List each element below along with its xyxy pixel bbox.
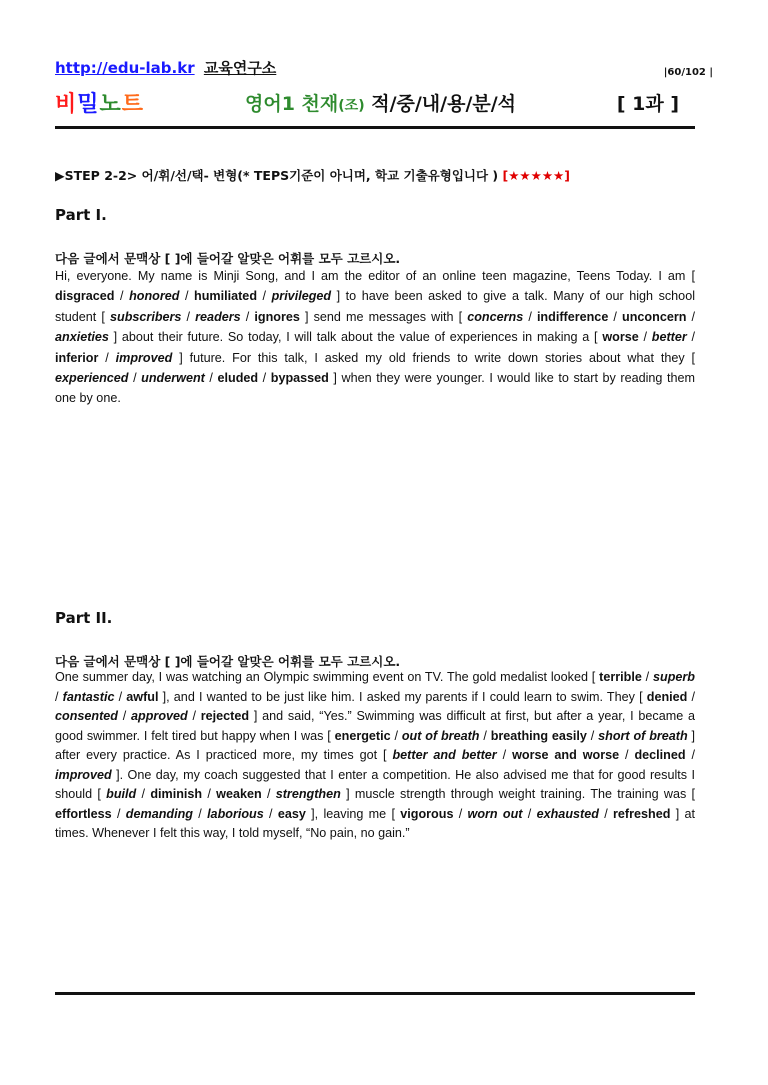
passage-text: / — [179, 289, 195, 304]
answer-option: ignores — [254, 309, 300, 324]
passage-text: / — [496, 748, 513, 762]
passage-text: / — [117, 709, 132, 723]
passage-text: ] to have been asked to give a talk. Many of our high school student [ — [55, 289, 695, 324]
passage-text: ] muscle strength through weight training. The training was [ — [340, 787, 696, 801]
answer-option: strengthen — [275, 787, 341, 801]
institute-name: 교육연구소 — [203, 59, 277, 77]
passage-text: ] about their future. So today, I will talk about the value of experiences in making a [ — [108, 330, 603, 345]
step-heading — [55, 166, 570, 184]
answer-option: bypassed — [270, 371, 329, 386]
publisher: (조) — [338, 98, 365, 114]
passage-text: / — [55, 689, 63, 704]
answer-option: concerns — [467, 309, 524, 324]
passage-text: ]. One day, my coach suggested that I enter a competition. He also advised me that for good results I should [ — [55, 767, 695, 801]
answer-option: subscribers — [110, 309, 182, 324]
answer-option: denied — [646, 689, 688, 704]
passage-text: / — [192, 806, 208, 821]
passage-text: ] and said, “Yes.” Swimming was difficult at first, but after a year, I became a good swimmer. I felt tired but happy when I was [ — [55, 709, 695, 743]
answer-option: readers — [195, 309, 241, 324]
passage-text: / — [111, 806, 126, 821]
answer-option: worse — [602, 330, 639, 345]
answer-option: exhausted — [536, 806, 599, 821]
answer-option: improved — [115, 350, 173, 365]
answer-option: better and better — [392, 748, 497, 762]
answer-option: unconcern — [622, 309, 687, 324]
passage-text: / — [598, 806, 613, 821]
answer-option: superb — [653, 670, 696, 684]
passage-text: / — [453, 806, 468, 821]
answer-option: improved — [55, 767, 112, 782]
lesson-label: [ 1과 ] — [616, 93, 679, 115]
answer-option: indifference — [536, 309, 609, 324]
passage-text: ], leaving me [ — [305, 806, 401, 821]
answer-option: disgraced — [55, 289, 115, 304]
answer-option: anxieties — [55, 330, 109, 345]
passage-text: / — [240, 309, 255, 324]
answer-option: worse and worse — [512, 748, 620, 762]
answer-option: consented — [55, 709, 118, 723]
answer-option: out of breath — [401, 728, 480, 743]
answer-option: diminish — [150, 787, 203, 801]
passage-text: / — [641, 670, 654, 684]
answer-option: privileged — [271, 289, 332, 304]
passage-text: / — [257, 289, 272, 304]
site-url-link[interactable]: http://edu-lab.kr — [55, 59, 195, 77]
answer-option: experienced — [55, 371, 129, 386]
answer-option: underwent — [141, 371, 205, 386]
answer-option: eluded — [217, 371, 259, 386]
passage-text: / — [98, 350, 116, 365]
answer-option: weaken — [216, 787, 262, 801]
passage-text: / — [619, 748, 635, 762]
footer-divider — [55, 992, 695, 995]
passage-text: / — [187, 709, 201, 723]
passage-text: One summer day, I was watching an Olympic swimming event on TV. The gold medalist looked [ — [55, 670, 600, 684]
passage-text: / — [390, 728, 402, 743]
passage-text: ] at times. Whenever I felt this way, I told myself, “No pain, no gain.” — [55, 806, 695, 840]
answer-option: better — [651, 330, 687, 345]
answer-option: honored — [129, 289, 180, 304]
answer-option: rejected — [200, 709, 250, 723]
brand-char: 트 — [121, 92, 145, 117]
passage-text: / — [114, 289, 130, 304]
passage-text: / — [685, 748, 696, 762]
answer-option: terrible — [599, 670, 642, 684]
passage-text: / — [687, 689, 696, 704]
answer-option: humiliated — [194, 289, 258, 304]
answer-option: approved — [131, 709, 188, 723]
answer-option: effortless — [55, 806, 112, 821]
header-divider — [55, 126, 695, 129]
brand-logo — [55, 87, 144, 118]
part-2-title: Part II. — [55, 609, 113, 627]
part-2-passage — [55, 668, 695, 844]
passage-text: ], and I wanted to be just like him. I asked my parents if I could learn to swim. They [ — [158, 689, 647, 704]
passage-text: / — [261, 787, 276, 801]
passage-text: / — [686, 330, 696, 345]
passage-text: / — [479, 728, 491, 743]
passage-text: / — [128, 371, 142, 386]
passage-text: / — [136, 787, 151, 801]
answer-option: short of breath — [598, 728, 688, 743]
part-2-instruction: 다음 글에서 문맥상 [ ]에 들어갈 알맞은 어휘를 모두 고르시오. — [55, 654, 401, 669]
passage-text: / — [181, 309, 196, 324]
answer-option: laborious — [207, 806, 264, 821]
page-number: |60/102 | — [663, 67, 713, 78]
passage-text: / — [523, 309, 537, 324]
passage-text: ] after every practice. As I practiced more, my times got [ — [55, 728, 696, 762]
brand-char: 비 — [55, 92, 78, 117]
subject-name: 영어1 천재 — [245, 93, 339, 115]
passage-text: ] when they were younger. I would like to start by reading them one by one. — [55, 371, 695, 406]
passage-text: / — [204, 371, 218, 386]
passage-text: / — [638, 330, 652, 345]
step-label: ▶STEP 2-2> 어/휘/선/택- 변형(* TEPS기준이 아니며, 학교 기출유형입니다 ) — [55, 168, 499, 183]
passage-text: ] future. For this talk, I asked my old friends to write down stories about what they [ — [172, 350, 695, 365]
answer-option: easy — [277, 806, 306, 821]
answer-option: worn out — [467, 806, 523, 821]
answer-option: inferior — [55, 350, 99, 365]
passage-text: / — [586, 728, 599, 743]
answer-option: declined — [634, 748, 686, 762]
passage-text: ] send me messages with [ — [299, 309, 468, 324]
site-header — [55, 57, 276, 78]
brand-char: 밀 — [77, 92, 100, 117]
answer-option: awful — [126, 689, 159, 704]
brand-char: 노 — [99, 92, 122, 117]
part-1-title: Part I. — [55, 206, 107, 224]
answer-option: vigorous — [400, 806, 454, 821]
passage-text: / — [608, 309, 623, 324]
answer-option: demanding — [125, 806, 193, 821]
passage-text: / — [686, 309, 696, 324]
answer-option: breathing easily — [490, 728, 587, 743]
passage-text: Hi, everyone. My name is Minji Song, and I am the editor of an online teen magazine, Teens Today. I am [ — [55, 269, 695, 283]
answer-option: energetic — [334, 728, 391, 743]
part-1-instruction: 다음 글에서 문맥상 [ ]에 들어갈 알맞은 어휘를 모두 고르시오. — [55, 251, 401, 266]
answer-option: refreshed — [613, 806, 671, 821]
passage-text: / — [263, 806, 278, 821]
passage-text: / — [258, 371, 271, 386]
subject-title — [245, 89, 516, 116]
analysis-label: 적/중/내/용/분/석 — [371, 93, 517, 115]
part-1-passage — [55, 266, 695, 409]
title-row — [55, 87, 695, 117]
difficulty-rating: [★★★★★] — [502, 168, 570, 183]
passage-text: / — [114, 689, 127, 704]
passage-text: / — [202, 787, 217, 801]
answer-option: fantastic — [62, 689, 115, 704]
passage-text: / — [522, 806, 537, 821]
answer-option: build — [106, 787, 137, 801]
